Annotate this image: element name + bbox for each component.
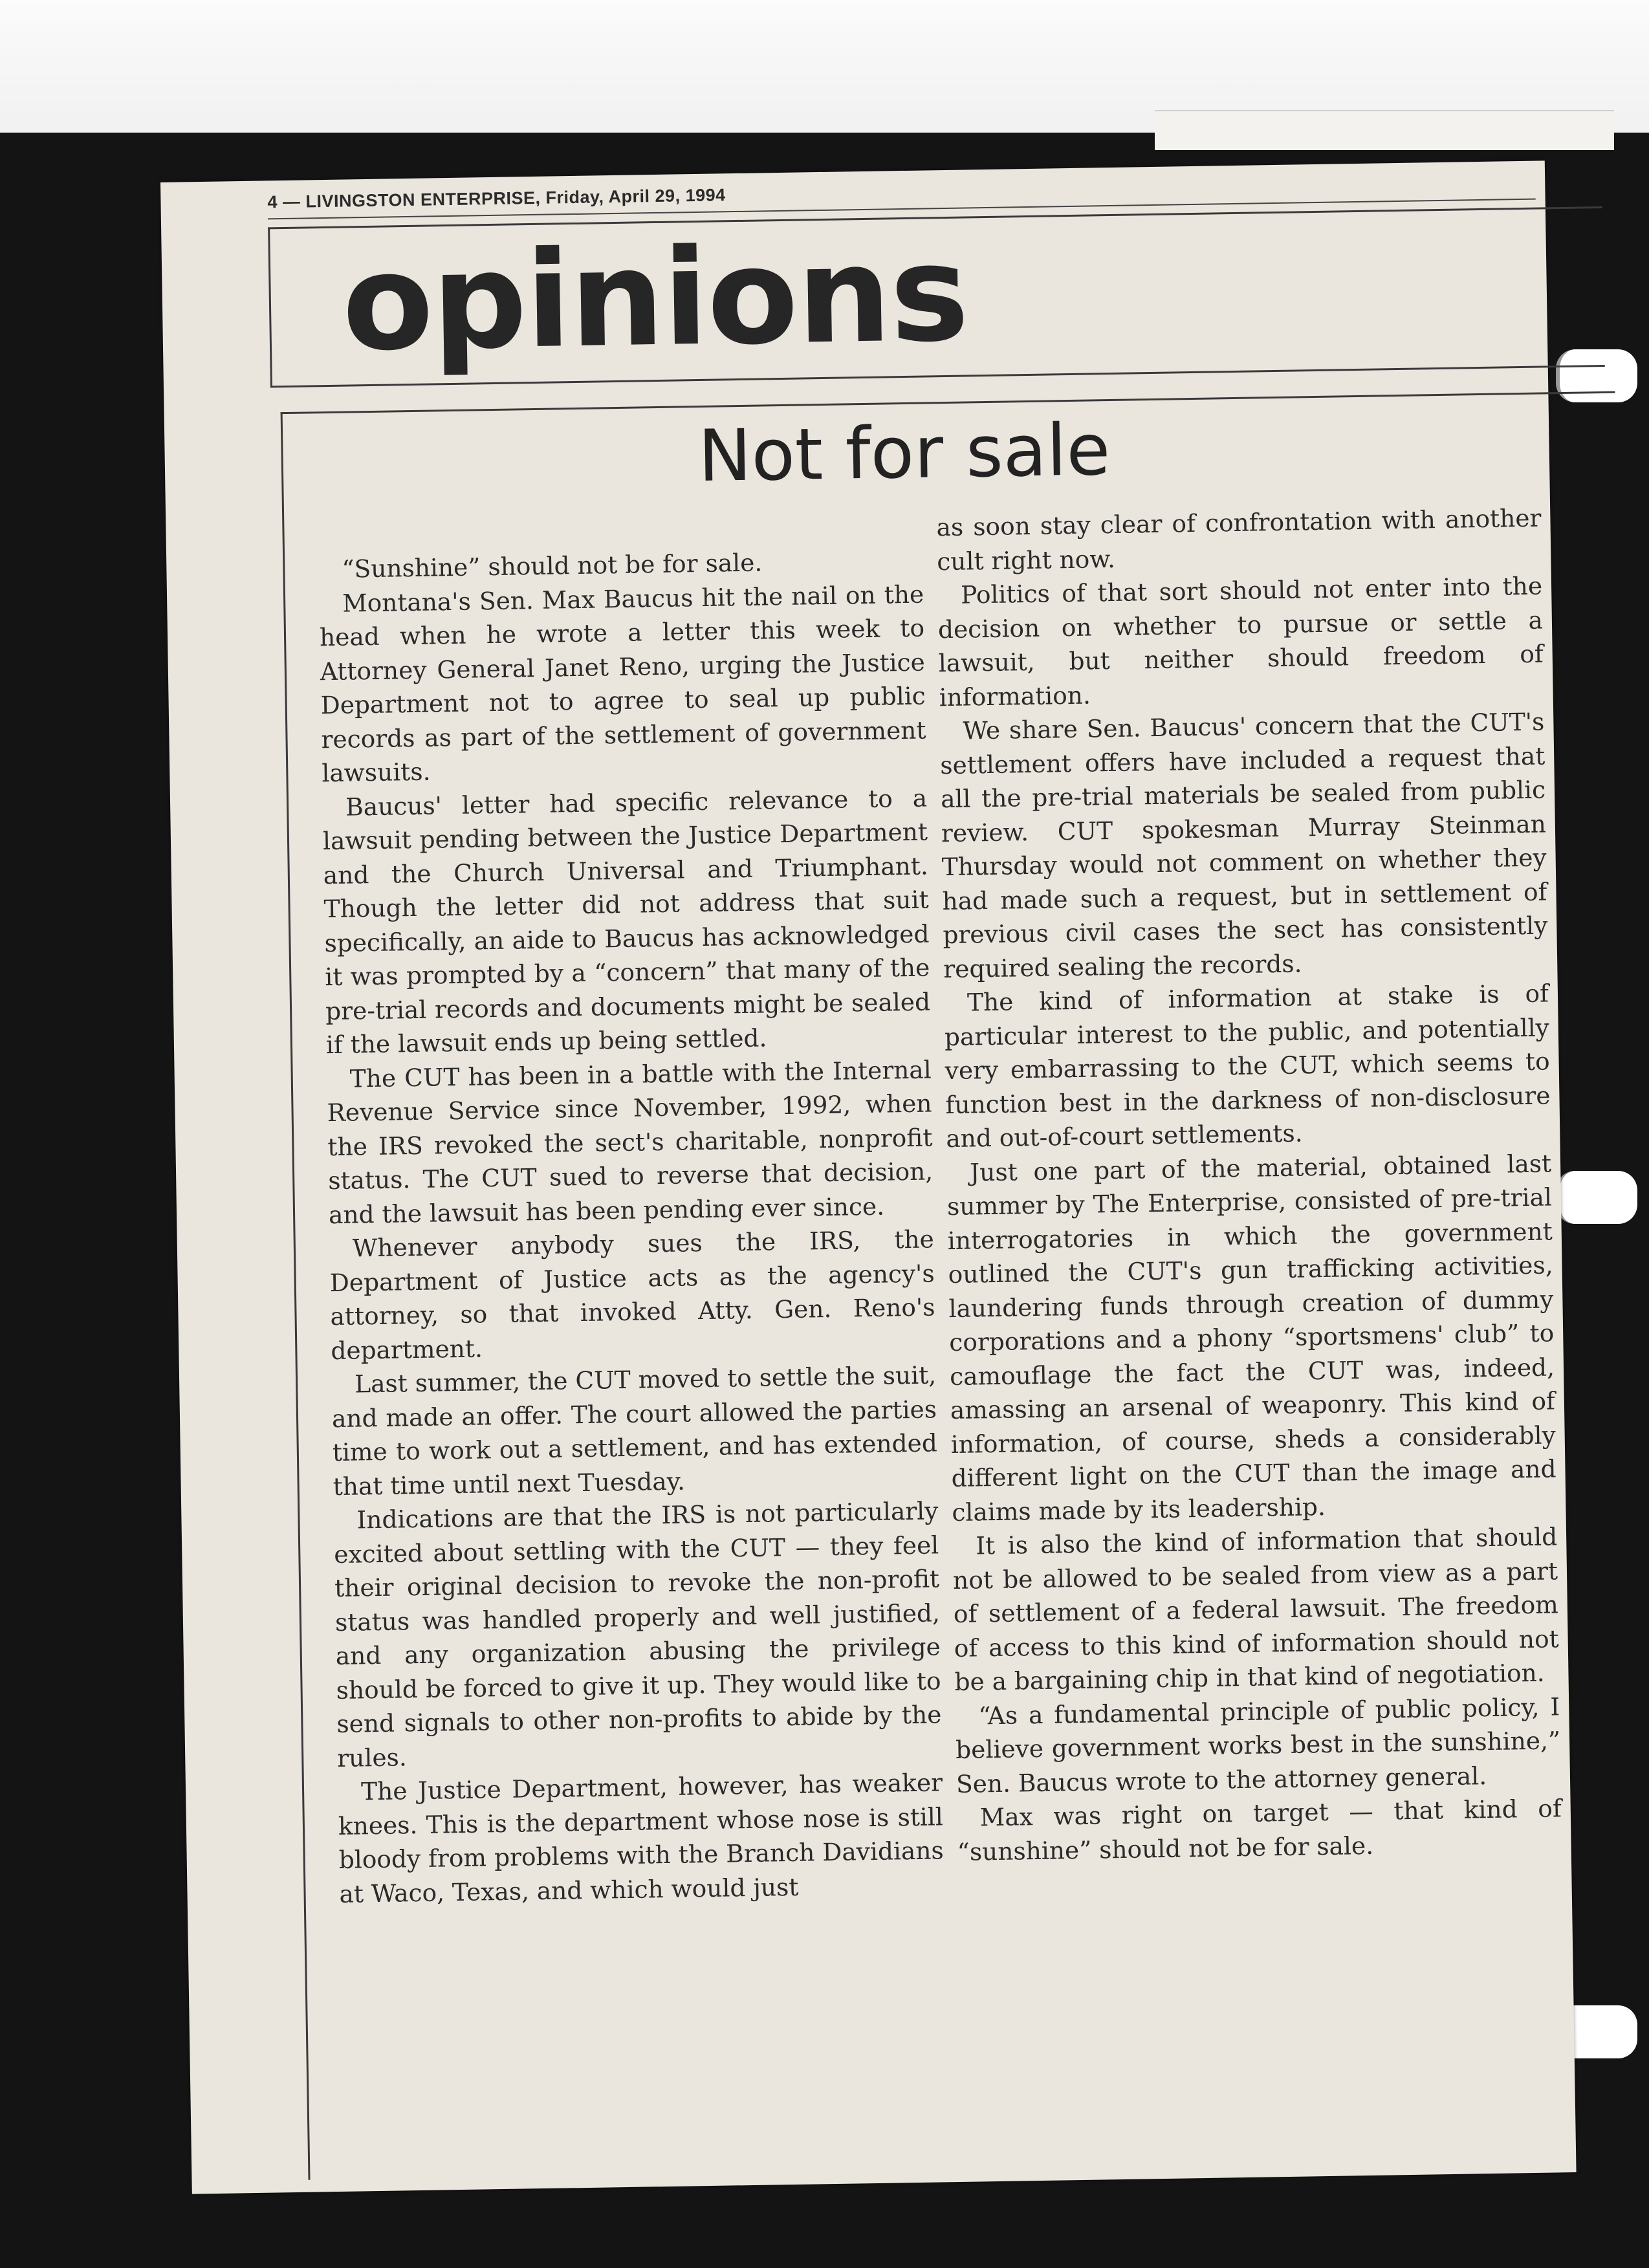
paragraph: “As a fundamental principle of public policy, I believe government works best in the sunshine,” Sen. Baucus wrote to the attorney general. bbox=[955, 1692, 1561, 1798]
paragraph: It is also the kind of information that should not be allowed to be sealed from view as a part of settlement of a federal lawsuit. The freedom of access to this kind of information should not be a bargaining chip in that kind of negotiation. bbox=[952, 1522, 1559, 1697]
paragraph: Last summer, the CUT moved to settle the suit, and made an offer. The court allowed the parties time to work out a settlement, and has extended that time until next Tuesday. bbox=[331, 1360, 938, 1501]
paragraph: “Sunshine” should not be for sale. bbox=[342, 548, 763, 583]
editorial-article bbox=[281, 391, 1643, 2180]
paper-stub bbox=[1155, 110, 1614, 150]
paragraph: Baucus' letter had specific relevance to a lawsuit pending between the Justice Department and the Church Universal and Triumphant. Though the letter did not address that suit specifically, an aide to Baucus has acknowledged it was prompted by a “concern” that many of the pre-trial records and documents might be sealed if the lawsuit ends up being settled. bbox=[322, 783, 931, 1060]
section-banner bbox=[268, 206, 1605, 387]
newspaper-clipping bbox=[160, 160, 1577, 2194]
paragraph: The kind of information at stake is of particular interest to the public, and potentially very embarrassing to the CUT, which seems to function best in the darkness of non-disclosure and out-of-court settlements. bbox=[944, 979, 1551, 1153]
paragraph: The CUT has been in a battle with the Internal Revenue Service since November, 1992, when the IRS revoked the sect's charitable, nonprofit status. The CUT sued to reverse that decision, and the lawsuit has been pending ever since. bbox=[327, 1054, 934, 1229]
dateline: 4 — LIVINGSTON ENTERPRISE, Friday, April 29, 1994 bbox=[267, 185, 726, 212]
paragraph: The Justice Department, however, has weaker knees. This is the department whose nose is still bloody from problems with the Branch Davidians at Waco, Texas, and which would just bbox=[338, 1768, 944, 1908]
paragraph: Politics of that sort should not enter into the decision on whether to pursue or settle a lawsuit, but neither should freedom of information. bbox=[937, 571, 1544, 712]
paragraph: We share Sen. Baucus' concern that the CUT's settlement offers have included a request that all the pre-trial materials be sealed from public review. CUT spokesman Murray Steinman Thursday would not comment on whether they had made such a request, but in settlement of previous civil cases the sect has consistently required sealing the records. bbox=[939, 707, 1548, 983]
paragraph: as soon stay clear of confrontation with another cult right now. bbox=[936, 503, 1542, 576]
paragraph: Just one part of the material, obtained last summer by The Enterprise, consisted of pre-trial interrogatories in which the government outlined the CUT's gun trafficking activities, laundering funds through creation of dummy corporations and a phony “sportsmens' club” to camouflage the fact the CUT was, indeed, amassing an arsenal of weaponry. This kind of information, of course, sheds a considerably different light on the CUT than the image and claims made by its leadership. bbox=[946, 1148, 1556, 1527]
paragraph: Indications are that the IRS is not particularly excited about settling with the CUT — they feel their original decision to revoke the non-profit status was handled properly and well justified, and any organization abusing the privilege should be forced to give it up. They would like to send signals to other non-profits to abide by the rules. bbox=[333, 1496, 942, 1772]
article-column-right bbox=[936, 501, 1562, 1869]
section-title: opinions bbox=[341, 217, 969, 381]
headline: Not for sale bbox=[697, 408, 1111, 497]
paragraph: Max was right on target — that kind of “sunshine” should not be for sale. bbox=[957, 1794, 1562, 1866]
article-column-left bbox=[318, 543, 945, 1911]
paragraph: Whenever anybody sues the IRS, the Department of Justice acts as the agency's attorney, so that invoked Atty. Gen. Reno's department. bbox=[329, 1225, 935, 1365]
paragraph: Montana's Sen. Max Baucus hit the nail on the head when he wrote a letter this week to Attorney General Janet Reno, urging the Justice Department not to agree to seal up public records as part of the settlement of government lawsuits. bbox=[319, 580, 926, 788]
